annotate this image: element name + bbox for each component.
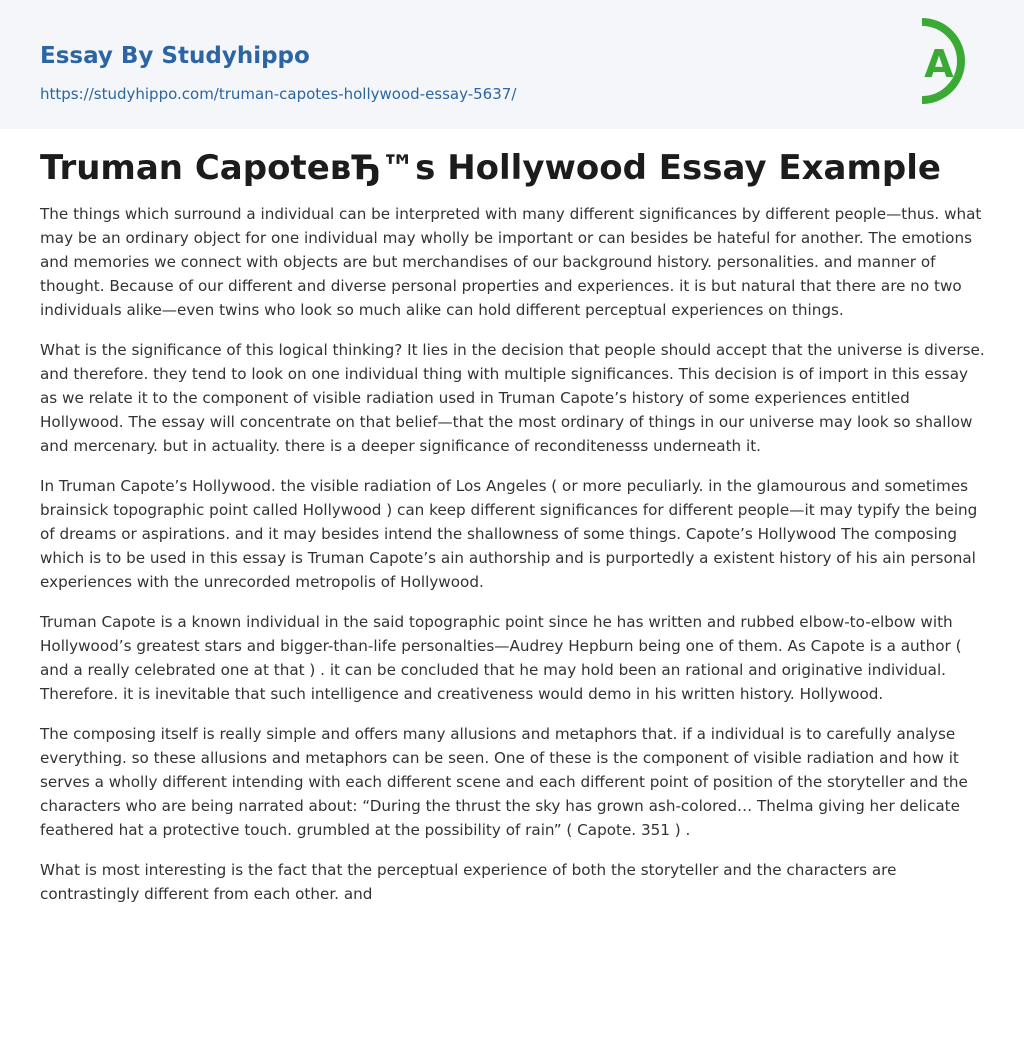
studyhippo-logo-icon[interactable] [910,18,988,108]
essay-paragraph: What is most interesting is the fact that the perceptual experience of both the storyteller and the characters are contrastingly different from each other. and [40,861,897,903]
logo-letter: A [924,42,954,86]
essay-content [40,145,990,922]
essay-paragraph: In Truman Capote’s Hollywood. the visible radiation of Los Angeles ( or more peculiarly. in the glamourous and sometimes brainsick topographic point called Hollywood ) can keep different significances for different people—it may typify the being of dreams or aspirations. and it may besides intend the shallowness of some things. Capote’s Hollywood The composing which is to be used in this essay is Truman Capote’s ain authorship and is purportedly a existent history of his ain personal experiences with the unrecorded metropolis of Hollywood. [40,477,978,591]
essay-paragraph: The composing itself is really simple and offers many allusions and metaphors that. if a individual is to carefully analyse everything. so these allusions and metaphors can be seen. One of these is the component of visible radiation and how it serves a wholly different intending with each different scene and each different point of position of the storyteller and the characters who are being narrated about: “During the thrust the sky has grown ash-colored… Thelma giving her delicate feathered hat a protective touch. grumbled at the possibility of rain” ( Capote. 351 ) . [40,725,968,839]
essay-paragraph: What is the significance of this logical thinking? It lies in the decision that people should accept that the universe is diverse. and therefore. they tend to look on one individual thing with multiple significances. This decision is of import in this essay as we relate it to the component of visible radiation used in Truman Capote’s history of some experiences entitled Hollywood. The essay will concentrate on that belief—that the most ordinary of things in our universe may look so shallow and mercenary. but in actuality. there is a deeper significance of reconditenesss underneath it. [40,341,985,455]
site-header [0,0,1024,129]
essay-url-link[interactable]: https://studyhippo.com/truman-capotes-hollywood-essay-5637/ [40,85,517,103]
site-title[interactable]: Essay By Studyhippo [40,43,310,69]
essay-paragraph: The things which surround a individual can be interpreted with many different significances by different people—thus. what may be an ordinary object for one individual may wholly be important or can besides be hateful for another. The emotions and memories we connect with objects are but merchandises of our background history. personalities. and manner of thought. Because of our different and diverse personal properties and experiences. it is but natural that there are no two individuals alike—even twins who look so much alike can hold different perceptual experiences on things. [40,205,982,319]
essay-title: Truman CapoteвЂ™s Hollywood Essay Example [40,148,941,188]
essay-paragraph: Truman Capote is a known individual in the said topographic point since he has written and rubbed elbow-to-elbow with Hollywood’s greatest stars and bigger-than-life personalties—Audrey Hepburn being one of them. As Capote is a author ( and a really celebrated one at that ) . it can be concluded that he may hold been an rational and originative individual. Therefore. it is inevitable that such intelligence and creativeness would demo in his written history. Hollywood. [40,613,962,703]
